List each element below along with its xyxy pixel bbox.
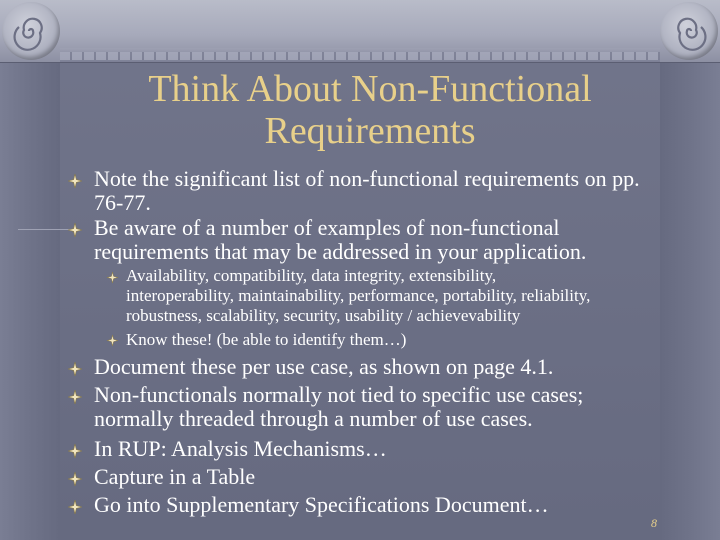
star-bullet-icon <box>68 390 82 404</box>
sub-list-item <box>126 330 406 350</box>
list-item <box>94 383 583 431</box>
star-bullet-icon <box>107 335 118 346</box>
list-item <box>94 493 549 517</box>
left-pillar <box>0 62 60 540</box>
list-item <box>94 216 586 264</box>
star-bullet-icon <box>68 472 82 486</box>
scroll-volute-right-icon <box>660 2 718 60</box>
list-item-text: Go into Supplementary Specifications Document… <box>94 492 549 517</box>
list-item-text: normally threaded through a number of use cases. <box>94 406 533 431</box>
list-item <box>94 437 387 461</box>
right-pillar <box>660 62 720 540</box>
star-bullet-icon <box>68 223 82 237</box>
list-item-text: Capture in a Table <box>94 464 256 489</box>
list-item-text: Document these per use case, as shown on page 4.1. <box>94 354 554 379</box>
sub-list-item-text: interoperability, maintainability, performance, portability, reliability, <box>126 286 591 305</box>
list-item-text: Be aware of a number of examples of non-functional <box>94 215 560 240</box>
sub-list-item-text: Availability, compatibility, data integrity, extensibility, <box>126 266 497 285</box>
list-item <box>94 465 255 489</box>
sub-list-item-text: robustness, scalability, security, usability / achievevability <box>126 306 521 325</box>
sub-list-item <box>126 266 590 326</box>
star-bullet-icon <box>107 272 118 283</box>
left-rule-divider <box>18 229 70 230</box>
slide-title <box>80 68 660 152</box>
slide-title-line-2: Requirements <box>264 110 476 152</box>
slide-title-line-1: Think About Non-Functional <box>148 68 592 110</box>
scroll-volute-left-icon <box>2 2 60 60</box>
list-item-text: requirements that may be addressed in your application. <box>94 239 587 264</box>
list-item <box>94 167 640 215</box>
list-item-text: Note the significant list of non-functional requirements on pp. <box>94 166 640 191</box>
sub-list-item-text: Know these! (be able to identify them…) <box>126 330 407 349</box>
list-item-text: 76-77. <box>94 190 151 215</box>
page-number: 8 <box>651 516 657 530</box>
star-bullet-icon <box>68 500 82 514</box>
star-bullet-icon <box>68 362 82 376</box>
list-item-text: In RUP: Analysis Mechanisms… <box>94 436 387 461</box>
column-capital <box>0 0 720 63</box>
list-item <box>94 355 553 379</box>
star-bullet-icon <box>68 444 82 458</box>
list-item-text: Non-functionals normally not tied to specific use cases; <box>94 382 584 407</box>
star-bullet-icon <box>68 174 82 188</box>
capital-beads <box>60 52 660 60</box>
